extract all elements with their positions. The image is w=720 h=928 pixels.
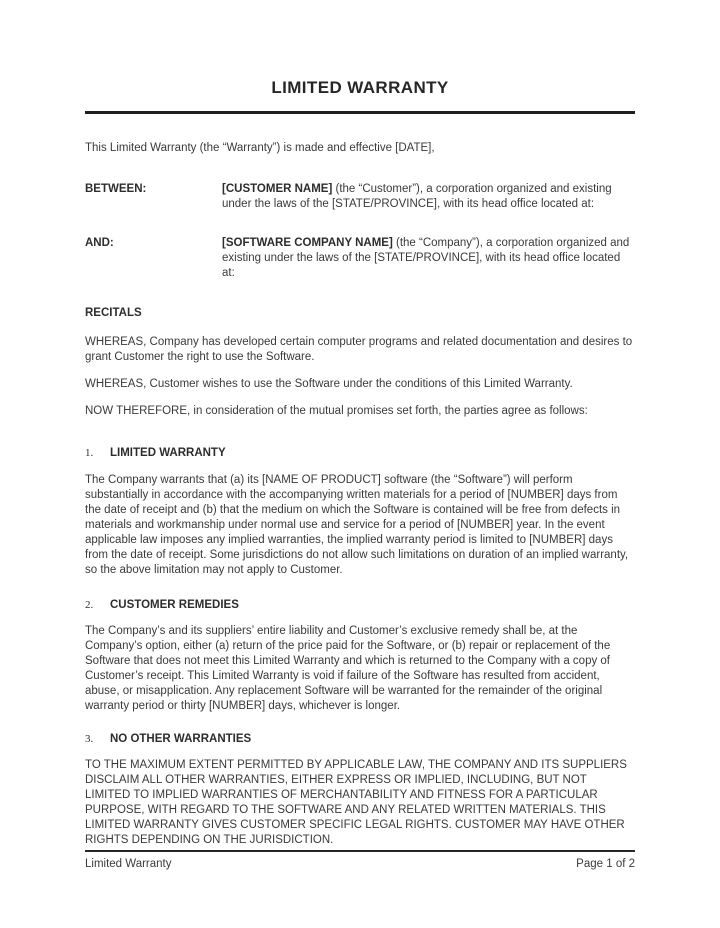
recitals-heading: RECITALS (85, 307, 142, 319)
customer-description: (the “Customer”), a corporation organized and existing under the laws of the [STATE/PROVINCE], with its head office located at: (222, 183, 612, 210)
section-2-body: The Company’s and its suppliers’ entire liability and Customer’s exclusive remedy shall be, at the Company’s option, either (a) return of the price paid for the Software, or (b) repair or replacement of the Software that does not meet this Limited Warranty and which is returned to the Company with a copy of Customer’s receipt. This Limited Warranty is void if failure of the Software has resulted from accident, abuse, or misapplication. Any replacement Software will be warranted for the remainder of the original warranty period or thirty [NUMBER] days, whichever is longer. (85, 625, 611, 712)
section-2-title: CUSTOMER REMEDIES (110, 599, 239, 611)
section-1-number: 1. (85, 447, 94, 459)
footer-page-number: Page 1 of 2 (576, 858, 635, 870)
customer-name-placeholder: [CUSTOMER NAME] (222, 183, 333, 195)
section-2-heading (85, 598, 635, 613)
party-text-between (222, 182, 635, 212)
company-name-placeholder: [SOFTWARE COMPANY NAME] (222, 237, 393, 249)
recital-paragraph-now-therefore: NOW THEREFORE, in consideration of the mutual promises set forth, the parties agree as follows: (85, 405, 588, 417)
section-1-body: The Company warrants that (a) its [NAME OF PRODUCT] software (the “Software”) will perform substantially in accordance with the accompanying written materials for a period of [NUMBER] days from the date of receipt and (b) that the medium on which the Software is contained will be free from defects in materials and workmanship under normal use and service for a period of [NUMBER] year. In the event applicable law imposes any implied warranties, the implied warranty period is limited to [NUMBER] days from the date of receipt. Some jurisdictions do not allow such limitations on duration of an implied warranty, so the above limitation may not apply to Customer. (85, 474, 629, 576)
section-1-heading (85, 446, 635, 461)
section-3-body: TO THE MAXIMUM EXTENT PERMITTED BY APPLICABLE LAW, THE COMPANY AND ITS SUPPLIERS DISCLAIM ALL OTHER WARRANTIES, EITHER EXPRESS OR IMPLIED, INCLUDING, BUT NOT LIMITED TO IMPLIED WARRANTIES OF MERCHANTABILITY AND FITNESS FOR A PARTICULAR PURPOSE, WITH REGARD TO THE SOFTWARE AND ANY RELATED WRITTEN MATERIALS. THIS LIMITED WARRANTY GIVES CUSTOMER SPECIFIC LEGAL RIGHTS. CUSTOMER MAY HAVE OTHER RIGHTS DEPENDING ON THE JURISDICTION. (85, 759, 627, 846)
party-label-and: AND: (85, 237, 114, 249)
title-divider (85, 111, 635, 114)
footer-document-name: Limited Warranty (85, 858, 172, 870)
section-3-heading (85, 732, 635, 747)
section-3-number: 3. (85, 733, 94, 745)
recital-paragraph-whereas-1: WHEREAS, Company has developed certain computer programs and related documentation and desires to grant Customer the right to use the Software. (85, 336, 633, 363)
page-footer (85, 850, 635, 871)
section-2-number: 2. (85, 599, 94, 611)
intro-paragraph: This Limited Warranty (the “Warranty”) is made and effective [DATE], (85, 142, 435, 154)
party-text-and (222, 236, 635, 281)
section-3-title: NO OTHER WARRANTIES (110, 733, 252, 745)
section-1-title: LIMITED WARRANTY (110, 447, 226, 459)
party-row-between (85, 182, 635, 212)
page-title: LIMITED WARRANTY (271, 78, 449, 97)
recital-paragraph-whereas-2: WHEREAS, Customer wishes to use the Software under the conditions of this Limited Warranty. (85, 378, 573, 390)
party-row-and (85, 236, 635, 281)
party-label-between: BETWEEN: (85, 183, 147, 195)
company-description: (the “Company”), a corporation organized and existing under the laws of the [STATE/PROVINCE], with its head office located at: (222, 237, 630, 279)
